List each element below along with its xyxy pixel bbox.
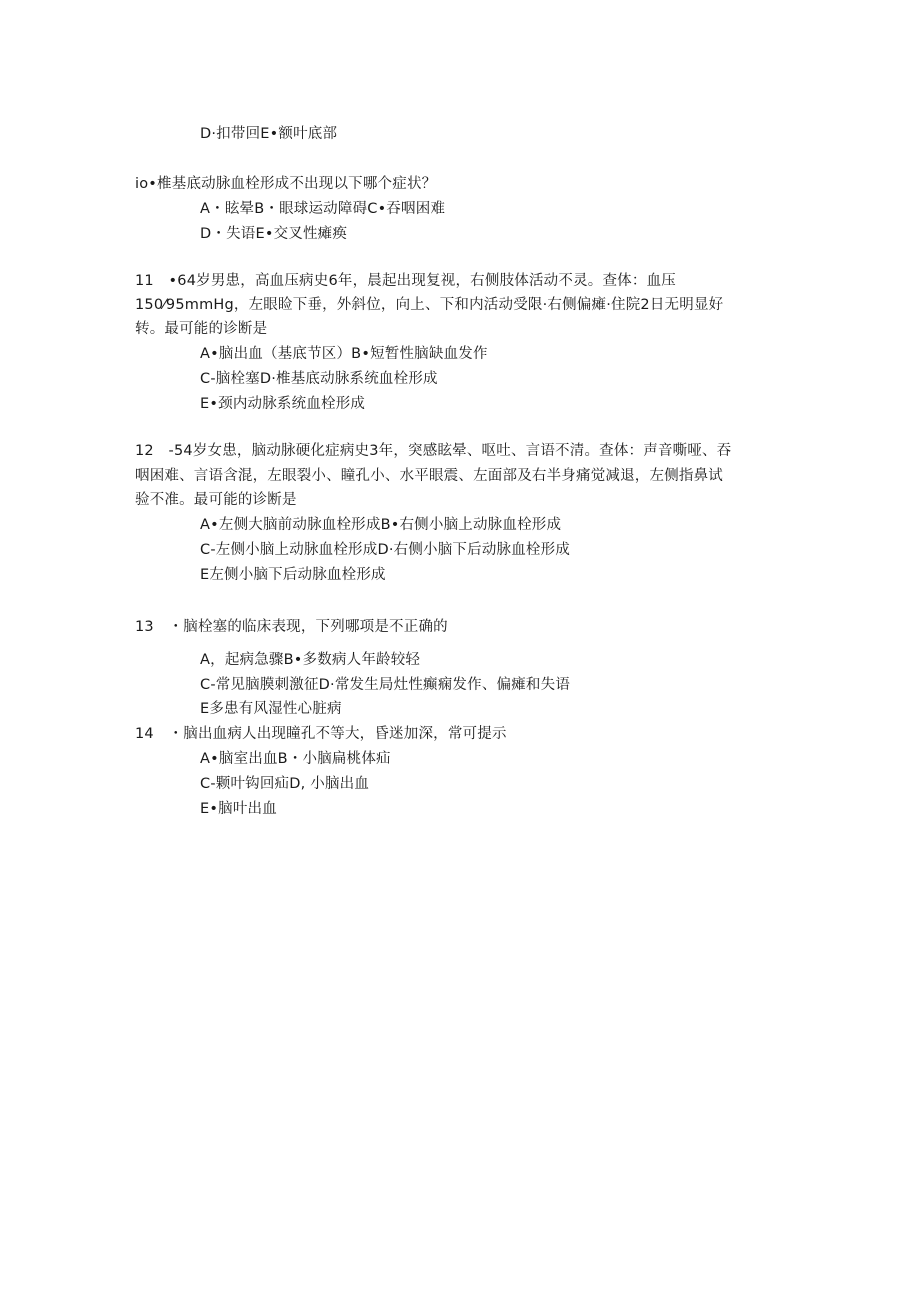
q12-options-line-1: A•左侧大脑前动脉血栓形成B•右侧小脑上动脉血栓形成 [200, 517, 562, 533]
q14-stem: 14 ・脑出血病人出现瞳孔不等大，昏迷加深，常可提示 [135, 726, 507, 742]
q13-stem: 13 ・脑栓塞的临床表现，下列哪项是不正确的 [135, 619, 448, 635]
q11-stem-line-1: 11 •64岁男患，高血压病史6年，晨起出现复视，右侧肢体活动不灵。查体：血压 [135, 273, 676, 289]
q10-stem: io•椎基底动脉血栓形成不出现以下哪个症状？ [135, 176, 437, 192]
q12-stem-line-3: 验不准。最可能的诊断是 [135, 492, 297, 508]
q11-options-line-2: C-脑栓塞D·椎基底动脉系统血栓形成 [200, 371, 438, 387]
q14-options-line-2: C-颗叶钩回疝D, 小脑出血 [200, 776, 370, 792]
q13-options-line-3: E多患有风湿性心脏病 [200, 701, 342, 717]
q12-stem-line-2: 咽困难、言语含混，左眼裂小、瞳孔小、水平眼震、左面部及右半身痛觉减退，左侧指鼻试 [135, 468, 723, 484]
q11-options-line-3: E•颈内动脉系统血栓形成 [200, 396, 366, 412]
q12-options-line-3: E左侧小脑下后动脉血栓形成 [200, 567, 386, 583]
q11-stem-line-2: 150⁄95mmHg，左眼睑下垂，外斜位，向上、下和内活动受限·右侧偏瘫·住院2日无明显好 [135, 297, 724, 313]
q11-options-line-1: A•脑出血（基底节区）B•短暂性脑缺血发作 [200, 346, 488, 362]
q9-options-line-2: D·扣带回E•额叶底部 [200, 126, 338, 142]
q10-options-line-2: D・失语E•交叉性瘫痪 [200, 226, 348, 242]
q13-options-line-2: C-常见脑膜刺激征D·常发生局灶性癫痫发作、偏瘫和失语 [200, 677, 571, 693]
q13-options-line-1: A，起病急骤B•多数病人年龄较轻 [200, 652, 421, 668]
q12-options-line-2: C-左侧小脑上动脉血栓形成D·右侧小脑下后动脉血栓形成 [200, 542, 571, 558]
q14-options-line-1: A•脑室出血B・小脑扁桃体疝 [200, 751, 391, 767]
q14-options-line-3: E•脑叶出血 [200, 801, 277, 817]
q12-stem-line-1: 12 -54岁女患，脑动脉硬化症病史3年，突感眩晕、呕吐、言语不清。查体：声音嘶哑、吞 [135, 443, 732, 459]
q10-options-line-1: A・眩晕B・眼球运动障碍C•吞咽困难 [200, 201, 446, 217]
q11-stem-line-3: 转。最可能的诊断是 [135, 321, 268, 337]
